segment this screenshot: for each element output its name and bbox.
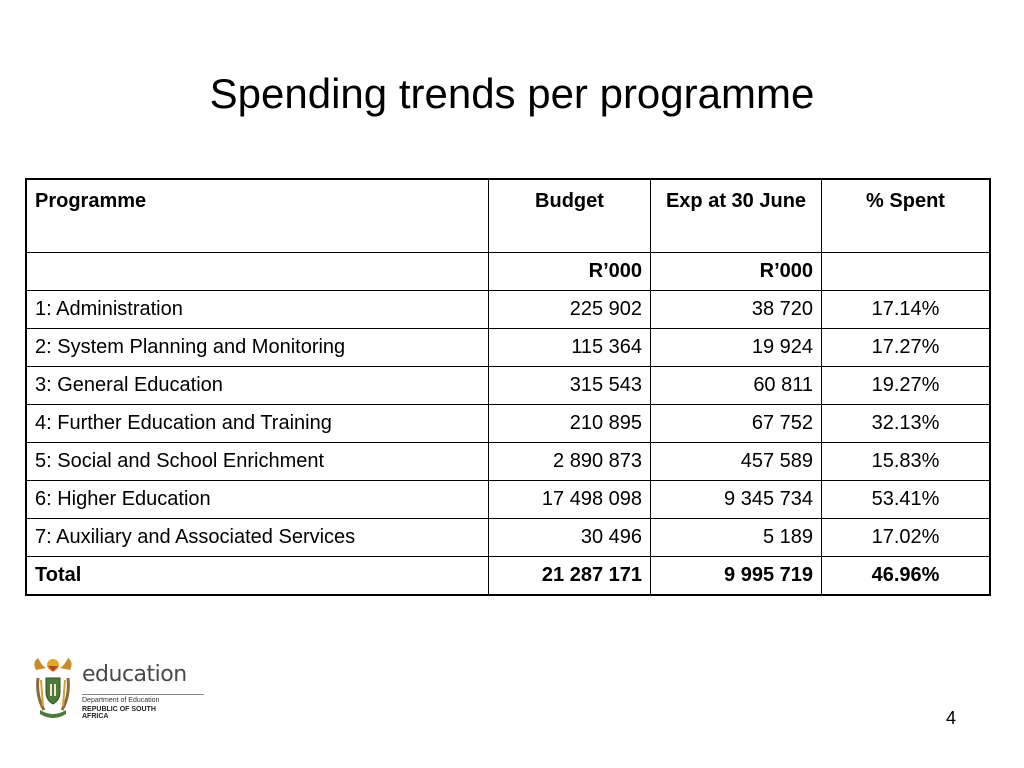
table-header-row — [26, 179, 990, 253]
slide-title: Spending trends per programme — [209, 70, 815, 117]
logo-country: REPUBLIC OF SOUTH AFRICA — [82, 706, 156, 720]
cell-exp: 67 752 — [651, 405, 822, 443]
table-row — [26, 329, 990, 367]
logo-divider — [82, 694, 204, 695]
units-programme — [26, 253, 489, 291]
cell-exp: 60 811 — [651, 367, 822, 405]
units-exp: R’000 — [651, 253, 822, 291]
cell-budget: 315 543 — [489, 367, 651, 405]
cell-budget: 30 496 — [489, 519, 651, 557]
table-row — [26, 519, 990, 557]
header-programme: Programme — [26, 179, 489, 253]
cell-spent: 53.41% — [822, 481, 991, 519]
total-spent: 46.96% — [822, 557, 991, 596]
cell-exp: 38 720 — [651, 291, 822, 329]
coat-of-arms-icon — [32, 656, 74, 720]
total-label: Total — [26, 557, 489, 596]
header-budget: Budget — [489, 179, 651, 253]
cell-budget: 2 890 873 — [489, 443, 651, 481]
table-row — [26, 481, 990, 519]
cell-programme: 1: Administration — [26, 291, 489, 329]
cell-budget: 210 895 — [489, 405, 651, 443]
table-total-row — [26, 557, 990, 596]
cell-exp: 19 924 — [651, 329, 822, 367]
spending-table — [25, 178, 991, 596]
cell-budget: 115 364 — [489, 329, 651, 367]
logo-department: Department of Education — [82, 697, 160, 704]
table-row — [26, 405, 990, 443]
cell-spent: 17.02% — [822, 519, 991, 557]
table-row — [26, 367, 990, 405]
cell-spent: 17.27% — [822, 329, 991, 367]
cell-budget: 225 902 — [489, 291, 651, 329]
cell-programme: 5: Social and School Enrichment — [26, 443, 489, 481]
cell-spent: 17.14% — [822, 291, 991, 329]
page-number: 4 — [946, 708, 957, 728]
total-budget: 21 287 171 — [489, 557, 651, 596]
units-budget: R’000 — [489, 253, 651, 291]
table-row — [26, 291, 990, 329]
education-logo — [32, 656, 187, 720]
cell-exp: 457 589 — [651, 443, 822, 481]
cell-programme: 3: General Education — [26, 367, 489, 405]
cell-programme: 6: Higher Education — [26, 481, 489, 519]
table-row — [26, 443, 990, 481]
cell-programme: 7: Auxiliary and Associated Services — [26, 519, 489, 557]
header-exp: Exp at 30 June — [651, 179, 822, 253]
total-exp: 9 995 719 — [651, 557, 822, 596]
cell-spent: 32.13% — [822, 405, 991, 443]
cell-exp: 5 189 — [651, 519, 822, 557]
cell-spent: 15.83% — [822, 443, 991, 481]
cell-programme: 2: System Planning and Monitoring — [26, 329, 489, 367]
header-spent: % Spent — [822, 179, 991, 253]
cell-spent: 19.27% — [822, 367, 991, 405]
cell-budget: 17 498 098 — [489, 481, 651, 519]
units-spent — [822, 253, 991, 291]
logo-wordmark: education — [82, 662, 187, 687]
cell-programme: 4: Further Education and Training — [26, 405, 489, 443]
table-units-row — [26, 253, 990, 291]
cell-exp: 9 345 734 — [651, 481, 822, 519]
